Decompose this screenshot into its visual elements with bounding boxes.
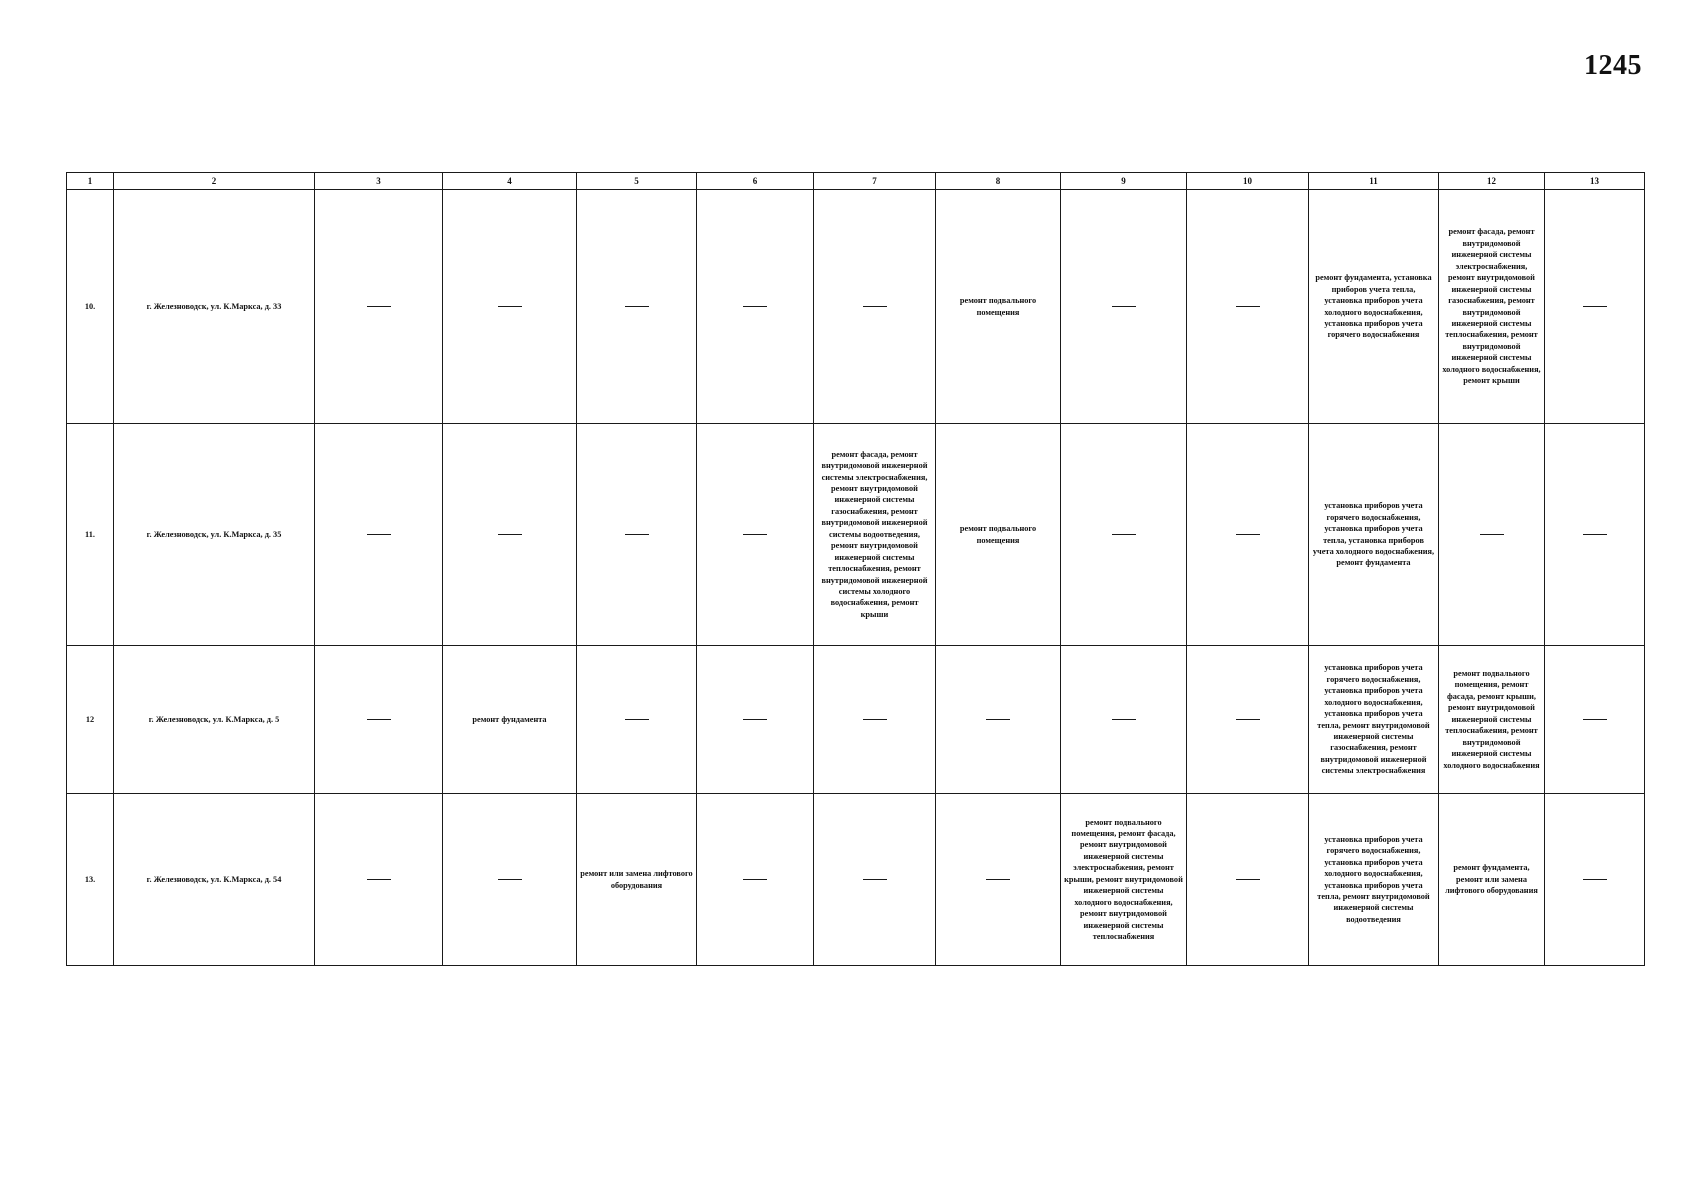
dash-mark [1236,534,1260,535]
dash-mark [986,719,1010,720]
empty-cell [814,190,936,424]
empty-cell [1061,424,1187,646]
dash-mark [498,534,522,535]
dash-mark [1236,306,1260,307]
work-description: ремонт фасада, ремонт внутридомовой инженерной системы электроснабжения, ремонт внутридомовой инженерной системы газоснабжения, ремонт внутридомовой инженерной системы теплоснабжения, ремонт внутридомовой инженерной системы холодного водоснабжения, ремонт крыши [1442,227,1541,386]
table-row [67,646,1645,794]
dash-mark [1480,534,1504,535]
empty-cell [1545,424,1645,646]
dash-mark [743,306,767,307]
work-description-cell [1309,424,1439,646]
column-header: 9 [1061,173,1187,190]
dash-mark [863,719,887,720]
work-description: ремонт подвального помещения, ремонт фасада, ремонт крыши, ремонт внутридомовой инженерной системы теплоснабжения, ремонт внутридомовой инженерной системы холодного водоснабжения [1443,669,1540,770]
work-description-cell [1439,646,1545,794]
dash-mark [498,306,522,307]
dash-mark [1583,879,1607,880]
row-number: 10. [67,190,114,424]
dash-mark [367,879,391,880]
empty-cell [577,424,697,646]
column-header: 5 [577,173,697,190]
empty-cell [443,794,577,966]
page-number: 1245 [1584,50,1642,81]
empty-cell [443,190,577,424]
header-row [67,173,1645,190]
address-cell: г. Железноводск, ул. К.Маркса, д. 54 [114,794,315,966]
empty-cell [697,646,814,794]
empty-cell [577,646,697,794]
dash-mark [1236,719,1260,720]
empty-cell [1545,190,1645,424]
work-description: установка приборов учета горячего водоснабжения, установка приборов учета тепла, установка приборов учета холодного водоснабжения, ремонт фундамента [1312,501,1435,568]
dash-mark [1112,306,1136,307]
row-number: 11. [67,424,114,646]
address-cell: г. Железноводск, ул. К.Маркса, д. 35 [114,424,315,646]
empty-cell [697,424,814,646]
column-header: 12 [1439,173,1545,190]
work-description: ремонт подвального помещения [959,524,1037,545]
work-description: ремонт фундамента, ремонт или замена лифтового оборудования [1445,863,1538,896]
table-body [67,190,1645,966]
work-description: ремонт подвального помещения [959,296,1037,317]
work-description-cell [814,424,936,646]
empty-cell [315,646,443,794]
work-description-cell [936,424,1061,646]
column-header: 10 [1187,173,1309,190]
table-row [67,794,1645,966]
dash-mark [625,719,649,720]
row-number: 12 [67,646,114,794]
column-header: 11 [1309,173,1439,190]
column-header: 13 [1545,173,1645,190]
address-cell: г. Железноводск, ул. К.Маркса, д. 5 [114,646,315,794]
empty-cell [1187,190,1309,424]
column-header: 1 [67,173,114,190]
dash-mark [743,719,767,720]
dash-mark [1583,534,1607,535]
dash-mark [743,879,767,880]
table-row [67,190,1645,424]
empty-cell [1061,190,1187,424]
empty-cell [1187,794,1309,966]
dash-mark [625,306,649,307]
work-description-cell [1309,794,1439,966]
dash-mark [1112,534,1136,535]
dash-mark [986,879,1010,880]
dash-mark [1583,306,1607,307]
work-description-cell [1309,190,1439,424]
empty-cell [1545,646,1645,794]
empty-cell [315,424,443,646]
dash-mark [1583,719,1607,720]
empty-cell [814,794,936,966]
work-description: установка приборов учета горячего водоснабжения, установка приборов учета холодного водоснабжения, установка приборов учета тепла, ремонт внутридомовой инженерной системы газоснабжения, ремонт внутридомовой инженерной системы электроснабжения [1317,663,1430,776]
column-header: 6 [697,173,814,190]
dash-mark [1112,719,1136,720]
empty-cell [443,424,577,646]
dash-mark [625,534,649,535]
address-cell: г. Железноводск, ул. К.Маркса, д. 33 [114,190,315,424]
work-description: ремонт подвального помещения, ремонт фасада, ремонт внутридомовой инженерной системы электроснабжения, ремонт крыши, ремонт внутридомовой инженерной системы холодного водоснабжения, ремонт внутридомовой инженерной системы теплоснабжения [1064,817,1183,941]
empty-cell [1187,646,1309,794]
empty-cell [1545,794,1645,966]
work-description: установка приборов учета горячего водоснабжения, установка приборов учета холодного водоснабжения, установка приборов учета тепла, ремонт внутридомовой инженерной системы водоотведения [1317,834,1430,924]
work-description-cell [577,794,697,966]
dash-mark [743,534,767,535]
dash-mark [367,534,391,535]
work-description-cell [1061,794,1187,966]
row-number: 13. [67,794,114,966]
empty-cell [936,646,1061,794]
empty-cell [814,646,936,794]
work-description-cell [1439,190,1545,424]
dash-mark [367,306,391,307]
work-description-cell [1309,646,1439,794]
empty-cell [1439,424,1545,646]
dash-mark [367,719,391,720]
empty-cell [315,190,443,424]
empty-cell [1187,424,1309,646]
empty-cell [697,794,814,966]
dash-mark [498,879,522,880]
column-header: 4 [443,173,577,190]
column-header: 7 [814,173,936,190]
table-row [67,424,1645,646]
work-description: ремонт фундамента [472,714,547,724]
column-header: 2 [114,173,315,190]
work-description: ремонт или замена лифтового оборудования [580,869,693,890]
column-header: 3 [315,173,443,190]
column-header: 8 [936,173,1061,190]
work-description-cell [443,646,577,794]
work-description: ремонт фундамента, установка приборов учета тепла, установка приборов учета холодного водоснабжения, установка приборов учета горячего водоснабжения [1315,273,1432,340]
work-description: ремонт фасада, ремонт внутридомовой инженерной системы электроснабжения, ремонт внутридомовой инженерной системы газоснабжения, ремонт внутридомовой инженерной системы водоотведения, ремонт внутридомовой инженерной системы теплоснабжения, ремонт внутридомовой инженерной системы холодного водоснабжения, ремонт крыши [821,449,928,619]
repair-schedule-table [66,172,1645,966]
empty-cell [697,190,814,424]
work-description-cell [936,190,1061,424]
empty-cell [315,794,443,966]
work-description-cell [1439,794,1545,966]
empty-cell [1061,646,1187,794]
dash-mark [863,879,887,880]
dash-mark [1236,879,1260,880]
empty-cell [936,794,1061,966]
empty-cell [577,190,697,424]
dash-mark [863,306,887,307]
schedule-table-wrapper [66,172,1644,966]
